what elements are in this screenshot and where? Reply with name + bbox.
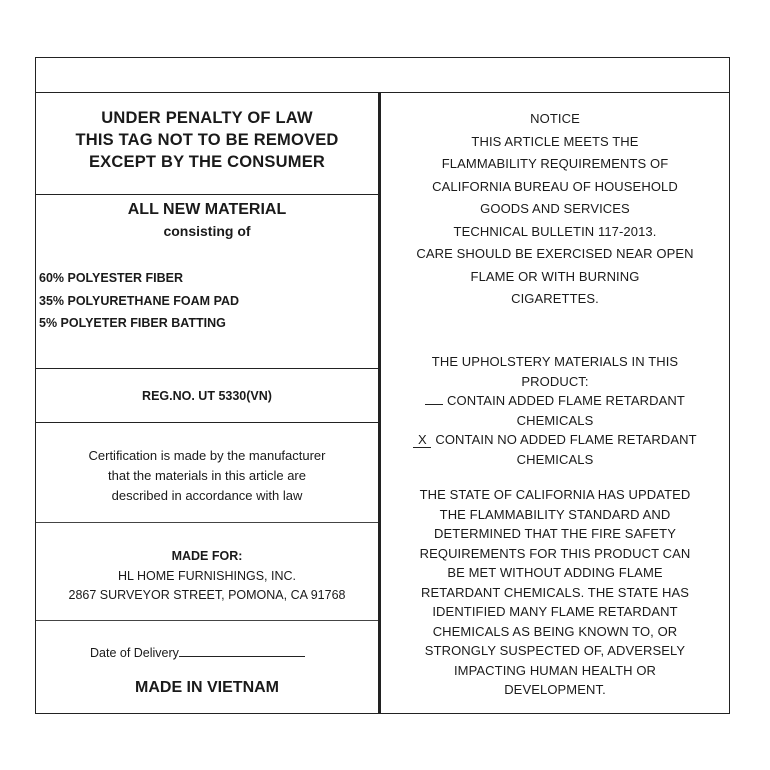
penalty-line: THIS TAG NOT TO BE REMOVED (75, 131, 339, 149)
material-item: 35% POLYURETHANE FOAM PAD (39, 293, 240, 308)
material-heading: ALL NEW MATERIAL (127, 201, 287, 218)
upholstery-heading-line: THE UPHOLSTERY MATERIALS IN THIS (431, 354, 679, 369)
option-checkmark-blank (425, 404, 443, 405)
made-for-address: 2867 SURVEYOR STREET, POMONA, CA 91768 (68, 588, 346, 602)
flammability-notice (381, 108, 729, 311)
penalty-line: EXCEPT BY THE CONSUMER (88, 153, 326, 171)
section-divider (36, 620, 378, 621)
made-for-title: MADE FOR: (171, 549, 243, 563)
notice-line: FLAME OR WITH BURNING (470, 268, 640, 284)
material-item: 5% POLYETER FIBER BATTING (39, 316, 226, 330)
california-line: THE FLAMMABILITY STANDARD AND (439, 506, 671, 522)
penalty-line: UNDER PENALTY OF LAW (101, 109, 313, 127)
certification-line: Certification is made by the manufacturer (88, 448, 326, 463)
notice-line: NOTICE (530, 111, 580, 126)
california-line: CHEMICALS AS BEING KNOWN TO, OR (432, 623, 678, 639)
right-column (381, 93, 729, 714)
california-line: RETARDANT CHEMICALS. THE STATE HAS (420, 584, 689, 600)
made-in-country: MADE IN VIETNAM (135, 679, 279, 696)
notice-line: GOODS AND SERVICES (480, 201, 630, 216)
section-divider (36, 368, 378, 369)
consisting-of-label: consisting of (163, 223, 251, 239)
option-label: CONTAIN NO ADDED FLAME RETARDANT (435, 432, 697, 447)
option-checkmark-x: X (413, 433, 431, 448)
california-statement (381, 485, 729, 700)
california-line: DETERMINED THAT THE FIRE SAFETY (434, 526, 676, 541)
date-of-delivery-blank (179, 644, 305, 657)
notice-line: CIGARETTES. (511, 291, 599, 306)
notice-line: CARE SHOULD BE EXERCISED NEAR OPEN (416, 246, 694, 261)
materials-list (39, 267, 239, 335)
certification-line: described in accordance with law (111, 488, 303, 503)
california-line: BE MET WITHOUT ADDING FLAME (447, 565, 663, 580)
option-label: CHEMICALS (516, 412, 594, 428)
material-item: 60% POLYESTER FIBER (39, 271, 184, 285)
california-line: DEVELOPMENT. (504, 682, 606, 697)
california-line: REQUIREMENTS FOR THIS PRODUCT CAN (419, 545, 691, 561)
certification-line: that the materials in this article are (108, 468, 306, 483)
notice-line: FLAMMABILITY REQUIREMENTS OF (441, 156, 669, 171)
california-line: STRONGLY SUSPECTED OF, ADVERSELY (424, 643, 686, 658)
date-of-delivery (90, 644, 305, 661)
certification-statement (36, 446, 378, 506)
penalty-notice (36, 107, 378, 173)
option-label: CONTAIN ADDED FLAME RETARDANT (447, 393, 685, 408)
option-added-chemicals (381, 391, 729, 430)
upholstery-heading-line: PRODUCT: (521, 373, 589, 389)
option-label: CHEMICALS (516, 451, 594, 467)
notice-line: CALIFORNIA BUREAU OF HOUSEHOLD (432, 178, 678, 194)
upholstery-declaration (381, 352, 729, 469)
registration-number: REG.NO. UT 5330(VN) (142, 389, 272, 403)
section-divider (36, 522, 378, 523)
california-line: IDENTIFIED MANY FLAME RETARDANT (432, 604, 678, 619)
tag-top-strip (36, 58, 729, 93)
california-line: THE STATE OF CALIFORNIA HAS UPDATED (419, 487, 691, 502)
section-divider (36, 194, 378, 195)
made-for-company: HL HOME FURNISHINGS, INC. (117, 569, 297, 583)
california-line: IMPACTING HUMAN HEALTH OR (453, 662, 657, 678)
notice-line: TECHNICAL BULLETIN 117-2013. (453, 223, 657, 239)
left-column (36, 93, 378, 714)
section-divider (36, 422, 378, 423)
date-of-delivery-label: Date of Delivery (90, 646, 179, 660)
law-tag (35, 57, 730, 714)
option-no-added-chemicals (381, 430, 729, 469)
notice-line: THIS ARTICLE MEETS THE (471, 133, 639, 149)
